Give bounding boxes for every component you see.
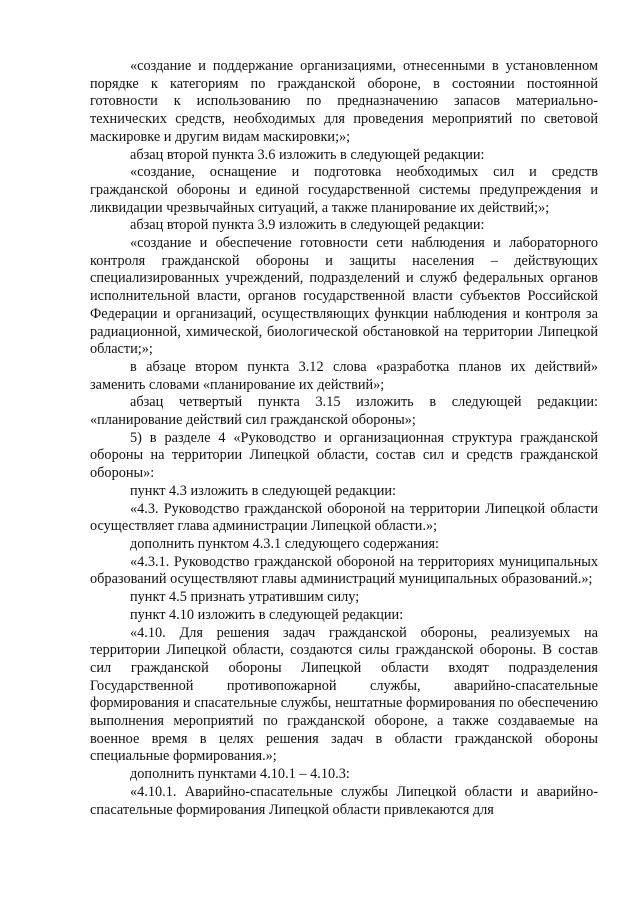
paragraph: дополнить пунктом 4.3.1 следующего содержания: (130, 535, 439, 552)
paragraph: абзац второй пункта 3.6 изложить в следующей редакции: (130, 146, 485, 163)
paragraph: дополнить пунктами 4.10.1 – 4.10.3: (130, 766, 350, 783)
paragraph: «создание и поддержание организациями, отнесенными в установленном порядке к категориям по гражданской обороне, в состоянии постоянной готовности к использованию по предназначению запасов материально-технических средств, необходимых для проведения мероприятий по световой маскировке и другим видам маскировки;»; (90, 58, 598, 145)
paragraph: в абзаце втором пункта 3.12 слова «разработка планов их действий» заменить словами «планирование их действий»; (90, 358, 598, 393)
paragraph: «создание, оснащение и подготовка необходимых сил и средств гражданской обороны и единой государственной системы предупреждения и ликвидации чрезвычайных ситуаций, а также планирование их действий;»; (90, 164, 598, 216)
paragraph: «4.10.1. Аварийно-спасательные службы Липецкой области и аварийно-спасательные формирования Липецкой области привлекаются для (90, 783, 598, 818)
paragraph: 5) в разделе 4 «Руководство и организационная структура гражданской обороны на территории Липецкой области, состав сил и средств гражданской обороны»: (90, 429, 598, 482)
paragraph: пункт 4.5 признать утратившим силу; (130, 589, 360, 606)
paragraph: пункт 4.3 изложить в следующей редакции: (130, 482, 397, 499)
document-page (90, 58, 598, 819)
paragraph: абзац четвертый пункта 3.15 изложить в следующей редакции: «планирование действий сил гражданской обороны»; (90, 394, 598, 429)
paragraph: «4.10. Для решения задач гражданской обороны, реализуемых на территории Липецкой области, создаются силы гражданской обороны. В состав сил гражданской обороны Липецкой области входят подразделения Государственной противопожарной службы, аварийно-спасательные формирования и спасательные службы, нештатные формирования по обеспечению выполнения мероприятий по гражданской обороне, а также создаваемые на военное время в целях решения задач в области гражданской обороны специальные формирования.»; (90, 624, 598, 765)
paragraph: «4.3. Руководство гражданской обороной на территории Липецкой области осуществляет глава администрации Липецкой области.»; (90, 500, 598, 535)
paragraph: абзац второй пункта 3.9 изложить в следующей редакции: (130, 217, 485, 234)
paragraph: «создание и обеспечение готовности сети наблюдения и лабораторного контроля гражданской обороны и защиты населения – действующих специализированных учреждений, подразделений и служб федеральных органов исполнительной власти, органов государственной власти субъектов Российской Федерации и организаций, осуществляющих функции наблюдения и контроля за радиационной, химической, биологической обстановкой на территории Липецкой области;»; (90, 235, 598, 358)
paragraph: «4.3.1. Руководство гражданской обороной на территориях муниципальных образований осуществляют главы администраций муниципальных образований.»; (90, 553, 598, 588)
paragraph: пункт 4.10 изложить в следующей редакции: (130, 606, 404, 623)
